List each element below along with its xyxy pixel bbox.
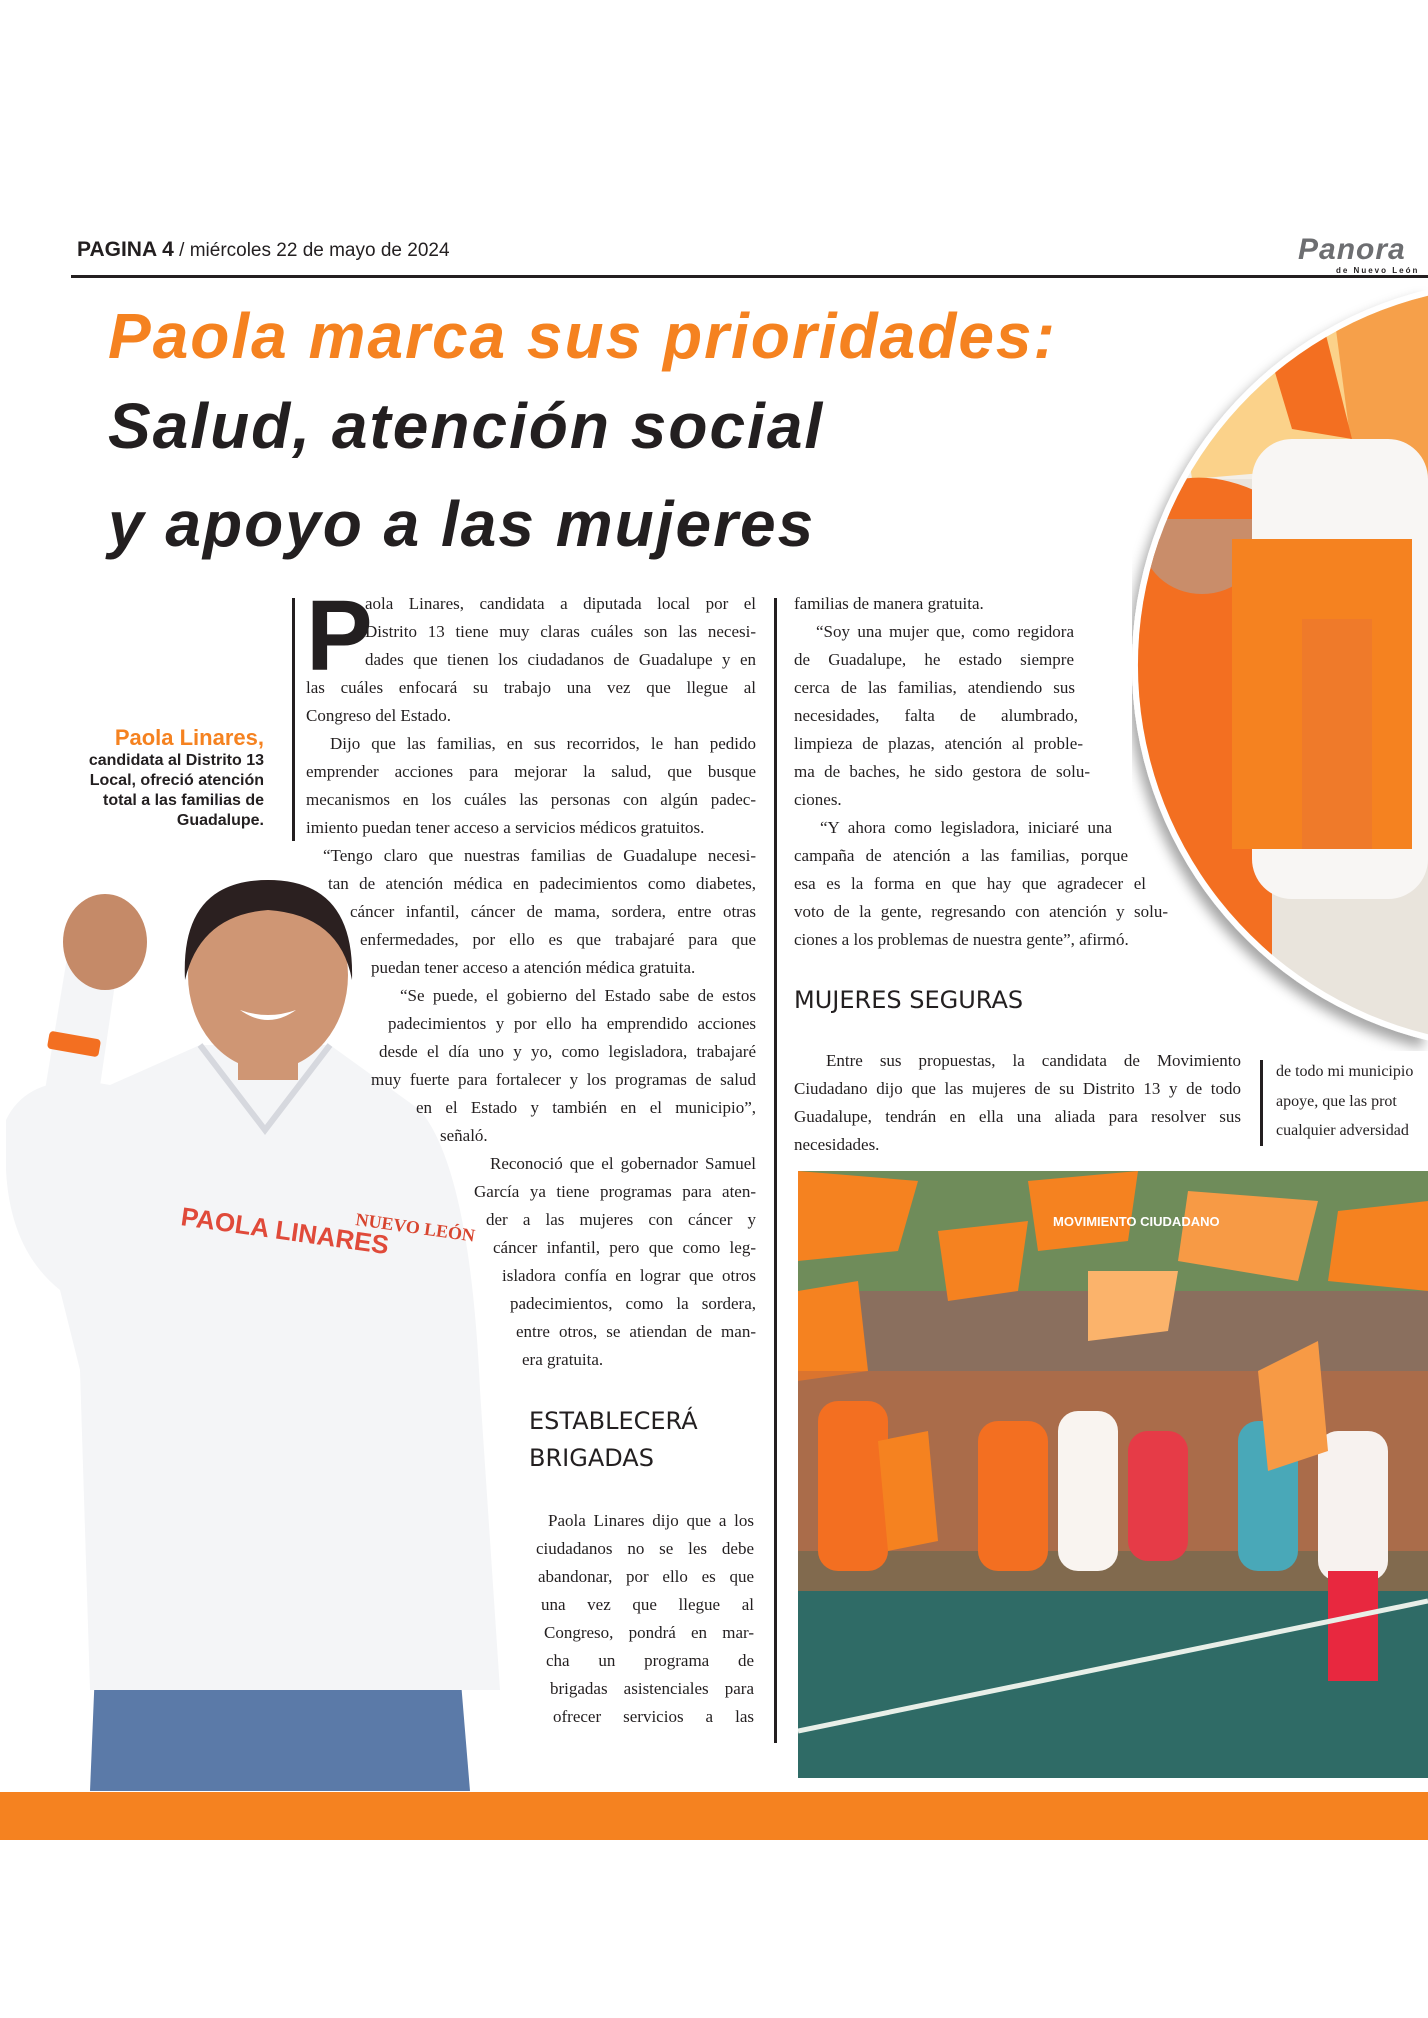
column2-line: limpieza de plazas, atención al proble- [794, 734, 1083, 753]
photo-caption [60, 725, 264, 831]
drop-cap: P [306, 580, 373, 692]
column2-line: cerca de las familias, atendiendo sus [794, 678, 1075, 697]
mujeres-line: Entre sus propuestas, la candidata de Movimiento [826, 1051, 1241, 1070]
column1-line: padecimientos y por ello ha emprendido acciones [388, 1014, 756, 1033]
column2-line: de Guadalupe, he estado siempre [794, 650, 1074, 669]
brigadas-line: abandonar, por ello es que [538, 1567, 754, 1586]
column2-line: voto de la gente, regresando con atención y solu- [794, 902, 1168, 921]
column1-line: mecanismos en los cuáles las personas con algún padec- [306, 790, 756, 809]
column1-line: en el Estado y también en el municipio”, [416, 1098, 756, 1117]
rally-photo [1132, 279, 1428, 1051]
caption-text: candidata al Distrito 13 Local, ofreció atención total a las familias de Guadalupe. [88, 752, 264, 829]
column1-line: aola Linares, candidata a diputada local por el [365, 594, 756, 613]
column2-line: campaña de atención a las familias, porque [794, 846, 1128, 865]
column1-line: era gratuita. [522, 1350, 604, 1369]
column1-line: “Tengo claro que nuestras familias de Guadalupe necesi- [323, 846, 756, 865]
issue-date: miércoles 22 de mayo de 2024 [189, 240, 450, 261]
column2-line: ciones. [794, 790, 842, 809]
headline-line-2: Salud, atención social [108, 390, 825, 462]
column1-line: isladora confía en lograr que otros [502, 1266, 756, 1285]
column1-line: der a las mujeres con cáncer y [486, 1210, 756, 1229]
column1-line: cáncer infantil, pero que como leg- [493, 1238, 756, 1257]
page-header [77, 238, 450, 262]
column-rule-right [1260, 1060, 1263, 1146]
column1-line: imiento puedan tener acceso a servicios médicos gratuitos. [306, 818, 705, 837]
subhead-mujeres-seguras: MUJERES SEGURAS [794, 986, 1024, 1014]
header-separator: / [179, 240, 185, 261]
rally-photo-circle [1132, 279, 1428, 1051]
column1-line: padecimientos, como la sordera, [510, 1294, 756, 1313]
column1-line: Congreso del Estado. [306, 706, 451, 725]
footer-bar [0, 1792, 1428, 1840]
column1-line: tan de atención médica en padecimientos como diabetes, [328, 874, 756, 893]
shirt-text: PAOLA LINARES [179, 1201, 391, 1261]
column1-line: Dijo que las familias, en sus recorridos, le han pedido [330, 734, 756, 753]
newspaper-logo-subtitle: de Nuevo León [1336, 266, 1420, 275]
mujeres-line: Guadalupe, tendrán en ella una aliada para resolver sus [794, 1107, 1241, 1126]
column1-line: emprender acciones para mejorar la salud, que busque [306, 762, 756, 781]
column1-line: puedan tener acceso a atención médica gratuita. [371, 958, 696, 977]
column3-line: apoye, que las prot [1276, 1092, 1397, 1110]
brigadas-line: Congreso, pondrá en mar- [544, 1623, 754, 1642]
shirt-logo: NUEVO LEÓN [354, 1209, 477, 1246]
column2-line: familias de manera gratuita. [794, 594, 984, 613]
mujeres-line: necesidades. [794, 1135, 880, 1154]
column1-line: señaló. [440, 1126, 488, 1145]
column-rule-middle [774, 598, 777, 1743]
brigadas-line: cha un programa de [546, 1651, 754, 1670]
column2-line: ma de baches, he sido gestora de solu- [794, 762, 1090, 781]
subhead-establecera: ESTABLECERÁ [529, 1407, 698, 1435]
brigadas-line: brigadas asistenciales para [550, 1679, 754, 1698]
column1-line: Reconoció que el gobernador Samuel [490, 1154, 756, 1173]
column2-line: “Y ahora como legisladora, iniciaré una [820, 818, 1112, 837]
column1-line: dades que tienen los ciudadanos de Guadalupe y en [365, 650, 756, 669]
flag-text: MOVIMIENTO CIUDADANO [1053, 1214, 1220, 1229]
column3-line: de todo mi municipio [1276, 1063, 1414, 1080]
column1-line: “Se puede, el gobierno del Estado sabe de estos [400, 986, 756, 1005]
subhead-brigadas: BRIGADAS [529, 1444, 654, 1472]
page-number: PAGINA 4 [77, 238, 174, 261]
crowd-photo [798, 1171, 1428, 1778]
brigadas-line: una vez que llegue al [541, 1595, 754, 1614]
column2-line: esa es la forma en que hay que agradecer el [794, 874, 1146, 893]
brigadas-line: ofrecer servicios a las [553, 1707, 754, 1726]
brigadas-line: Paola Linares dijo que a los [548, 1511, 754, 1530]
column1-line: las cuáles enfocará su trabajo una vez que llegue al [306, 678, 756, 697]
column1-line: cáncer infantil, cáncer de mama, sordera, entre otras [350, 902, 756, 921]
column2-line: necesidades, falta de alumbrado, [794, 706, 1078, 725]
column2-line: ciones a los problemas de nuestra gente”, afirmó. [794, 930, 1129, 949]
mujeres-line: Ciudadano dijo que las mujeres de su Distrito 13 y de todo [794, 1079, 1241, 1098]
column1-line: desde el día uno y yo, como legisladora, trabajaré [379, 1042, 756, 1061]
column1-line: entre otros, se atiendan de man- [516, 1322, 756, 1341]
column2-line: “Soy una mujer que, como regidora [816, 622, 1074, 641]
column3-line: cualquier adversidad [1276, 1122, 1409, 1139]
column1-line: Distrito 13 tiene muy claras cuáles son las necesi- [365, 622, 756, 641]
brigadas-line: ciudadanos no se les debe [536, 1539, 754, 1558]
headline-line-1: Paola marca sus prioridades: [108, 300, 1057, 372]
headline-line-3: y apoyo a las mujeres [108, 488, 816, 560]
caption-name: Paola Linares, [114, 725, 264, 750]
newspaper-logo: Panora [1298, 233, 1406, 266]
header-rule [71, 275, 1428, 278]
column1-line: enfermedades, por ello es que trabajaré para que [360, 930, 756, 949]
column-rule-left [292, 598, 295, 841]
column1-line: García ya tiene programas para aten- [474, 1182, 756, 1201]
column1-line: muy fuerte para fortalecer y los programas de salud [371, 1070, 756, 1089]
